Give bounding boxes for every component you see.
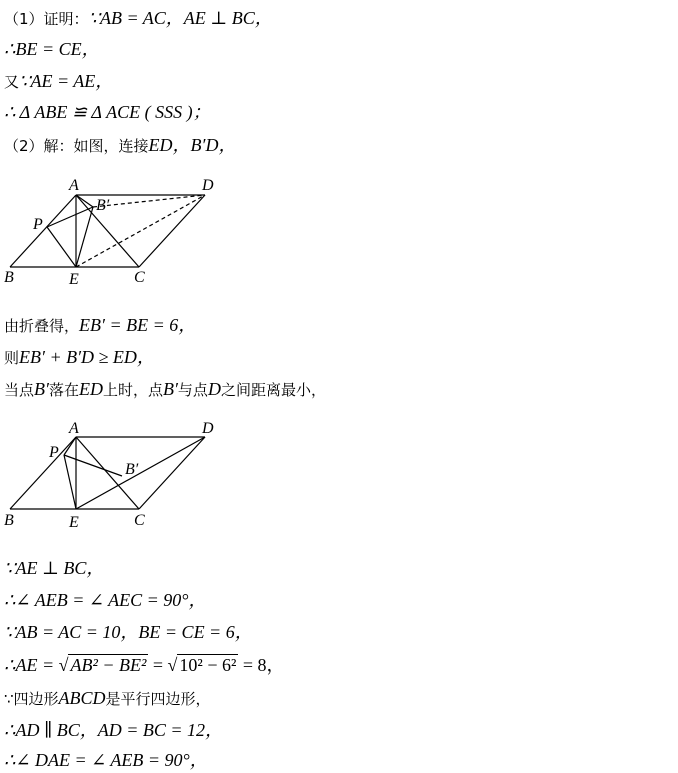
proof-line-14: ∴AD ∥ BC，AD = BC = 12， [4, 720, 224, 740]
fig2-label-C: C [134, 512, 145, 529]
radicand-2: 10² − 6² [179, 655, 237, 675]
proof-line-13: ∵四边形ABCD是平行四边形， [4, 688, 211, 708]
part2-heading-line: （2）解：如图，连接ED，B′D， [4, 135, 237, 155]
proof-line-9: ∵AE ⊥ BC， [4, 558, 105, 578]
geometry-figure-2 [0, 416, 230, 536]
fig1-label-C: C [134, 269, 145, 286]
part2-heading: （2）解：如图，连接 [4, 137, 149, 155]
fig1-label-E: E [69, 271, 79, 288]
fig2-label-Bp: B′ [125, 461, 139, 478]
fig2-label-A: A [69, 420, 79, 437]
fig2-label-P: P [49, 444, 59, 461]
proof-line-6: 由折叠得，EB′ = BE = 6， [4, 315, 197, 335]
fig1-label-P: P [33, 216, 43, 233]
proof-line-10: ∴∠ AEB = ∠ AEC = 90°， [4, 590, 207, 610]
fig2-label-D: D [202, 420, 214, 437]
proof-line-7: 则EB′ + B′D ≥ ED， [4, 347, 155, 367]
fig1-label-D: D [202, 177, 214, 194]
proof-line-3: 又∵AE = AE， [4, 71, 114, 91]
fig1-label-B: B [4, 269, 14, 286]
geometry-figure-1 [0, 172, 230, 292]
proof-line-1: （1）证明：∵AB = AC，AE ⊥ BC， [4, 8, 273, 28]
proof-line-12: ∴AE = √ AB² − BE² = √ 10² − 6² = 8， [4, 655, 285, 675]
proof-line-15: ∴∠ DAE = ∠ AEB = 90°， [4, 750, 208, 770]
fig1-label-Bp: B′ [96, 197, 110, 214]
proof-line-11: ∵AB = AC = 10，BE = CE = 6， [4, 622, 253, 642]
part1-heading: （1）证明： [4, 10, 89, 28]
radicand-1: AB² − BE² [70, 655, 147, 675]
proof-line-4: ∴ Δ ABE ≌ Δ ACE ( SSS )； [4, 102, 211, 122]
fig2-label-B: B [4, 512, 14, 529]
proof-line-2: ∴BE = CE， [4, 39, 100, 59]
fig2-label-E: E [69, 514, 79, 531]
proof-line-8: 当点B′落在ED上时，点B′与点D之间距离最小， [4, 379, 326, 399]
fig1-label-A: A [69, 177, 79, 194]
